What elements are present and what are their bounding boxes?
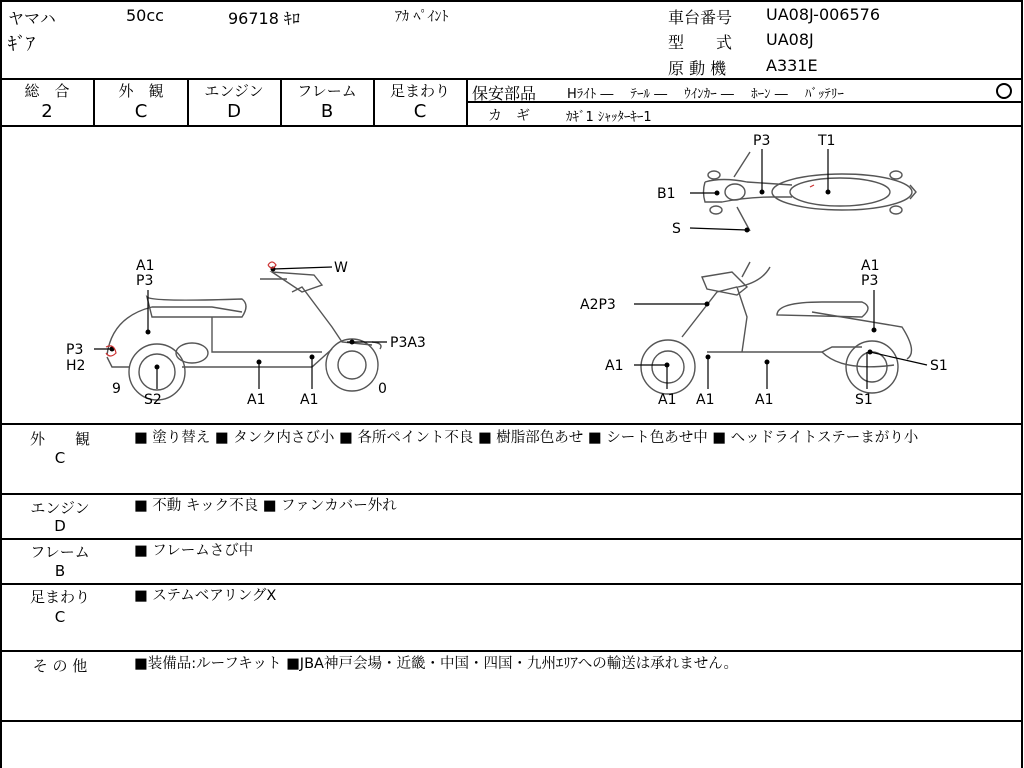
- label-left-w: W: [334, 260, 348, 276]
- rating-frame-label: フレーム: [297, 82, 357, 100]
- label-left-s2: S2: [144, 392, 162, 408]
- type-label: 型 式: [668, 33, 733, 52]
- remark-exterior-label: 外 観: [29, 430, 90, 448]
- label-top-t1: T1: [818, 133, 836, 149]
- remark-engine-label: エンジン: [30, 499, 90, 517]
- remark-engine-grade: D: [54, 517, 66, 535]
- key-value: ｶｷﾞ1 ｼｬｯﾀｰｷｰ1: [566, 110, 652, 125]
- label-right-a1: A1: [861, 258, 880, 274]
- model-name: ｷﾞｱ: [8, 34, 35, 55]
- remark-frame-grade: B: [54, 562, 66, 580]
- label-right-p3: P3: [861, 273, 879, 289]
- label-left-h2: H2: [66, 358, 86, 374]
- remark-engine-text: ■ 不動 キック不良 ■ ファンカバー外れ: [134, 498, 397, 514]
- label-right-s1b: S1: [855, 392, 873, 408]
- rating-frame-value: B: [320, 101, 334, 122]
- remark-suspension-label: 足まわり: [29, 588, 90, 606]
- label-right-a1l: A1: [605, 358, 624, 374]
- body-color: ｱｶ ﾍﾟｲﾝﾄ: [395, 9, 449, 25]
- rating-exterior-label: 外 観: [118, 82, 164, 100]
- engine-label: 原 動 機: [668, 59, 727, 78]
- maker-name: ヤマハ: [8, 9, 56, 28]
- remark-exterior-grade: C: [54, 449, 66, 467]
- displacement: 50cc: [126, 6, 164, 25]
- rating-suspension-label: 足まわり: [389, 82, 450, 100]
- rating-overall-label: 総 合: [24, 82, 70, 100]
- remark-exterior-text: ■ 塗り替え ■ タンク内さび小 ■ 各所ペイント不良 ■ 樹脂部色あせ ■ シート色あせ中 ■ ヘッドライトステーまがり小: [134, 430, 919, 446]
- battery-circle-icon: [996, 83, 1012, 99]
- label-left-a1c: A1: [300, 392, 319, 408]
- remark-frame-text: ■ フレームさび中: [134, 543, 254, 559]
- label-right-a1d: A1: [755, 392, 774, 408]
- rating-engine-value: D: [227, 101, 241, 122]
- label-left-0: 0: [378, 381, 387, 397]
- mileage: 96718 ｷﾛ: [228, 9, 300, 28]
- label-top-b1: B1: [657, 186, 676, 202]
- label-left-9: 9: [112, 381, 121, 397]
- rating-overall-value: 2: [41, 101, 53, 122]
- label-left-a1: A1: [136, 258, 155, 274]
- top-view-scooter: [704, 152, 917, 231]
- remark-frame-label: フレーム: [30, 543, 90, 561]
- label-top-p3: P3: [753, 133, 771, 149]
- label-right-a2p3: A2P3: [580, 297, 616, 313]
- label-left-p3a3: P3A3: [390, 335, 426, 351]
- remark-other-text: ■装備品:ルーフキット ■JBA神戸会場・近畿・中国・四国・九州ｴﾘｱへの輸送は承れません。: [134, 656, 739, 672]
- key-label: カ ギ: [488, 108, 530, 124]
- rating-suspension-value: C: [413, 101, 427, 122]
- engine-value: A331E: [766, 56, 818, 75]
- remark-suspension-grade: C: [54, 608, 66, 626]
- remark-other-label: そ の 他: [32, 657, 88, 675]
- label-right-a1b: A1: [658, 392, 677, 408]
- rating-exterior-value: C: [134, 101, 148, 122]
- label-right-s1r: S1: [930, 358, 948, 374]
- remark-suspension-text: ■ ステムベアリングX: [134, 588, 277, 604]
- chassis-value: UA08J-006576: [766, 5, 881, 24]
- safety-label: 保安部品: [472, 84, 537, 103]
- label-left-p3: P3: [136, 273, 154, 289]
- damage-diagram: [2, 127, 1021, 423]
- rating-engine-label: エンジン: [204, 82, 264, 100]
- label-left-a1b: A1: [247, 392, 266, 408]
- label-left-p3h: P3: [66, 342, 84, 358]
- type-value: UA08J: [766, 30, 814, 49]
- chassis-label: 車台番号: [668, 8, 733, 27]
- safety-items: Hﾗｲﾄ ― ﾃｰﾙ ― ｳｲﾝｶｰ ― ﾎｰﾝ ― ﾊﾞｯﾃﾘｰ: [567, 87, 844, 102]
- label-right-a1c: A1: [696, 392, 715, 408]
- label-top-s: S: [672, 221, 681, 237]
